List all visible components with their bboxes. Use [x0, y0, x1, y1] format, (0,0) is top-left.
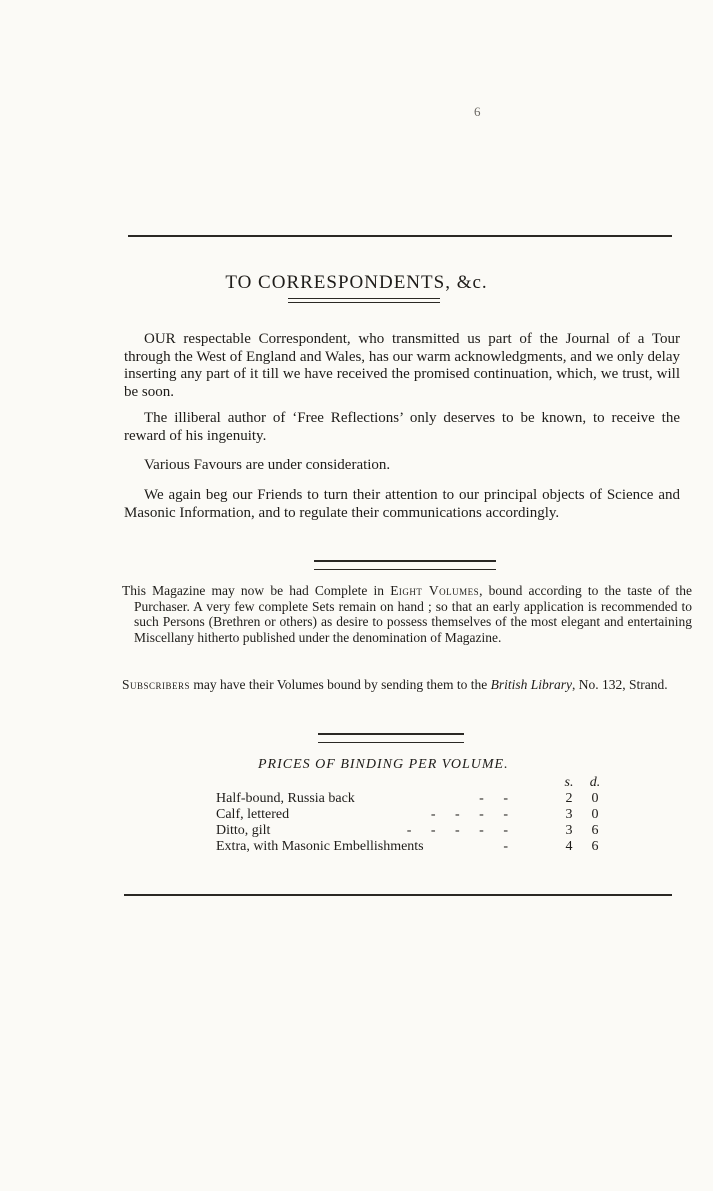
volumes-smallcaps: Eight Volumes — [390, 583, 480, 598]
price-header-row — [216, 775, 616, 791]
notice-text: This Magazine may now be had Complete in — [122, 583, 391, 598]
pence-header: d. — [589, 775, 601, 790]
shillings-value: 3 — [565, 823, 573, 838]
notice-text: may have their Volumes bound by sending them to the — [190, 677, 491, 692]
binding-item: Half-bound, Russia back — [216, 791, 355, 806]
paragraph-text: respectable Correspondent, who transmitted us part of the Journal of a Tour through the West of England and Wales, has our warm acknowledgments, and we only delay inserting any part of it till we have received the promised continuation, which, we trust, will be soon. — [124, 331, 681, 400]
paragraph-lead: OUR — [144, 331, 176, 347]
paragraph-text: again beg our Friends to turn their attention to our principal objects of Science and Masonic Information, and to regulate their communications accordingly. — [124, 487, 681, 521]
correspondent-paragraph-1 — [124, 331, 680, 401]
correspondent-paragraph-3 — [124, 457, 680, 475]
section-title: TO CORRESPONDENTS, &c. — [225, 272, 488, 293]
price-row — [216, 823, 616, 839]
notice-text: , No. 132, Strand. — [572, 677, 668, 692]
price-table — [216, 775, 616, 855]
separator-rule — [318, 733, 464, 743]
notice-text: , bound according to the taste of the Purchaser. A very few complete Sets remain on hand ; so that an early application is recommended to such Persons (Brethren or others) as desire to possess themselves of the most elegant and entertaining Miscellany hitherto published under the denomination of Magazine. — [134, 583, 692, 645]
british-library: British Library — [490, 677, 573, 692]
pence-value: 0 — [591, 807, 599, 822]
top-rule — [128, 235, 672, 237]
pence-value: 6 — [591, 823, 599, 838]
subscribers-notice — [122, 677, 692, 693]
paragraph-lead: Various — [144, 457, 190, 473]
leader-dashes: - - - - — [430, 807, 516, 822]
correspondent-paragraph-4 — [124, 487, 680, 522]
binding-item: Ditto, gilt — [216, 823, 271, 838]
leader-dashes: - - — [479, 791, 516, 806]
shillings-value: 4 — [565, 839, 573, 854]
shillings-value: 2 — [565, 791, 573, 806]
leader-dashes: - — [503, 839, 516, 854]
paragraph-text: Favours are under consideration. — [193, 457, 391, 473]
correspondent-paragraph-2 — [124, 410, 680, 445]
separator-rule — [314, 560, 496, 570]
subscribers-smallcaps: Subscribers — [122, 677, 191, 692]
pence-value: 0 — [591, 791, 599, 806]
page-mark: 6 — [474, 104, 481, 119]
title-underline — [288, 298, 440, 303]
paragraph-lead: The — [144, 410, 168, 426]
binding-item: Calf, lettered — [216, 807, 290, 822]
price-row — [216, 839, 616, 855]
paragraph-lead: We — [144, 487, 164, 503]
price-row — [216, 807, 616, 823]
price-row — [216, 791, 616, 807]
binding-item: Extra, with Masonic Embellishments — [216, 839, 424, 854]
bottom-rule — [124, 894, 672, 896]
shillings-value: 3 — [565, 807, 573, 822]
complete-sets-notice — [122, 583, 692, 645]
prices-title: PRICES OF BINDING PER VOLUME. — [258, 757, 509, 772]
paragraph-text: illiberal author of ‘Free Reflections’ only deserves to be known, to receive the reward of his ingenuity. — [124, 410, 680, 444]
leader-dashes: - - - - - — [406, 823, 516, 838]
pence-value: 6 — [591, 839, 599, 854]
shillings-header: s. — [564, 775, 574, 790]
